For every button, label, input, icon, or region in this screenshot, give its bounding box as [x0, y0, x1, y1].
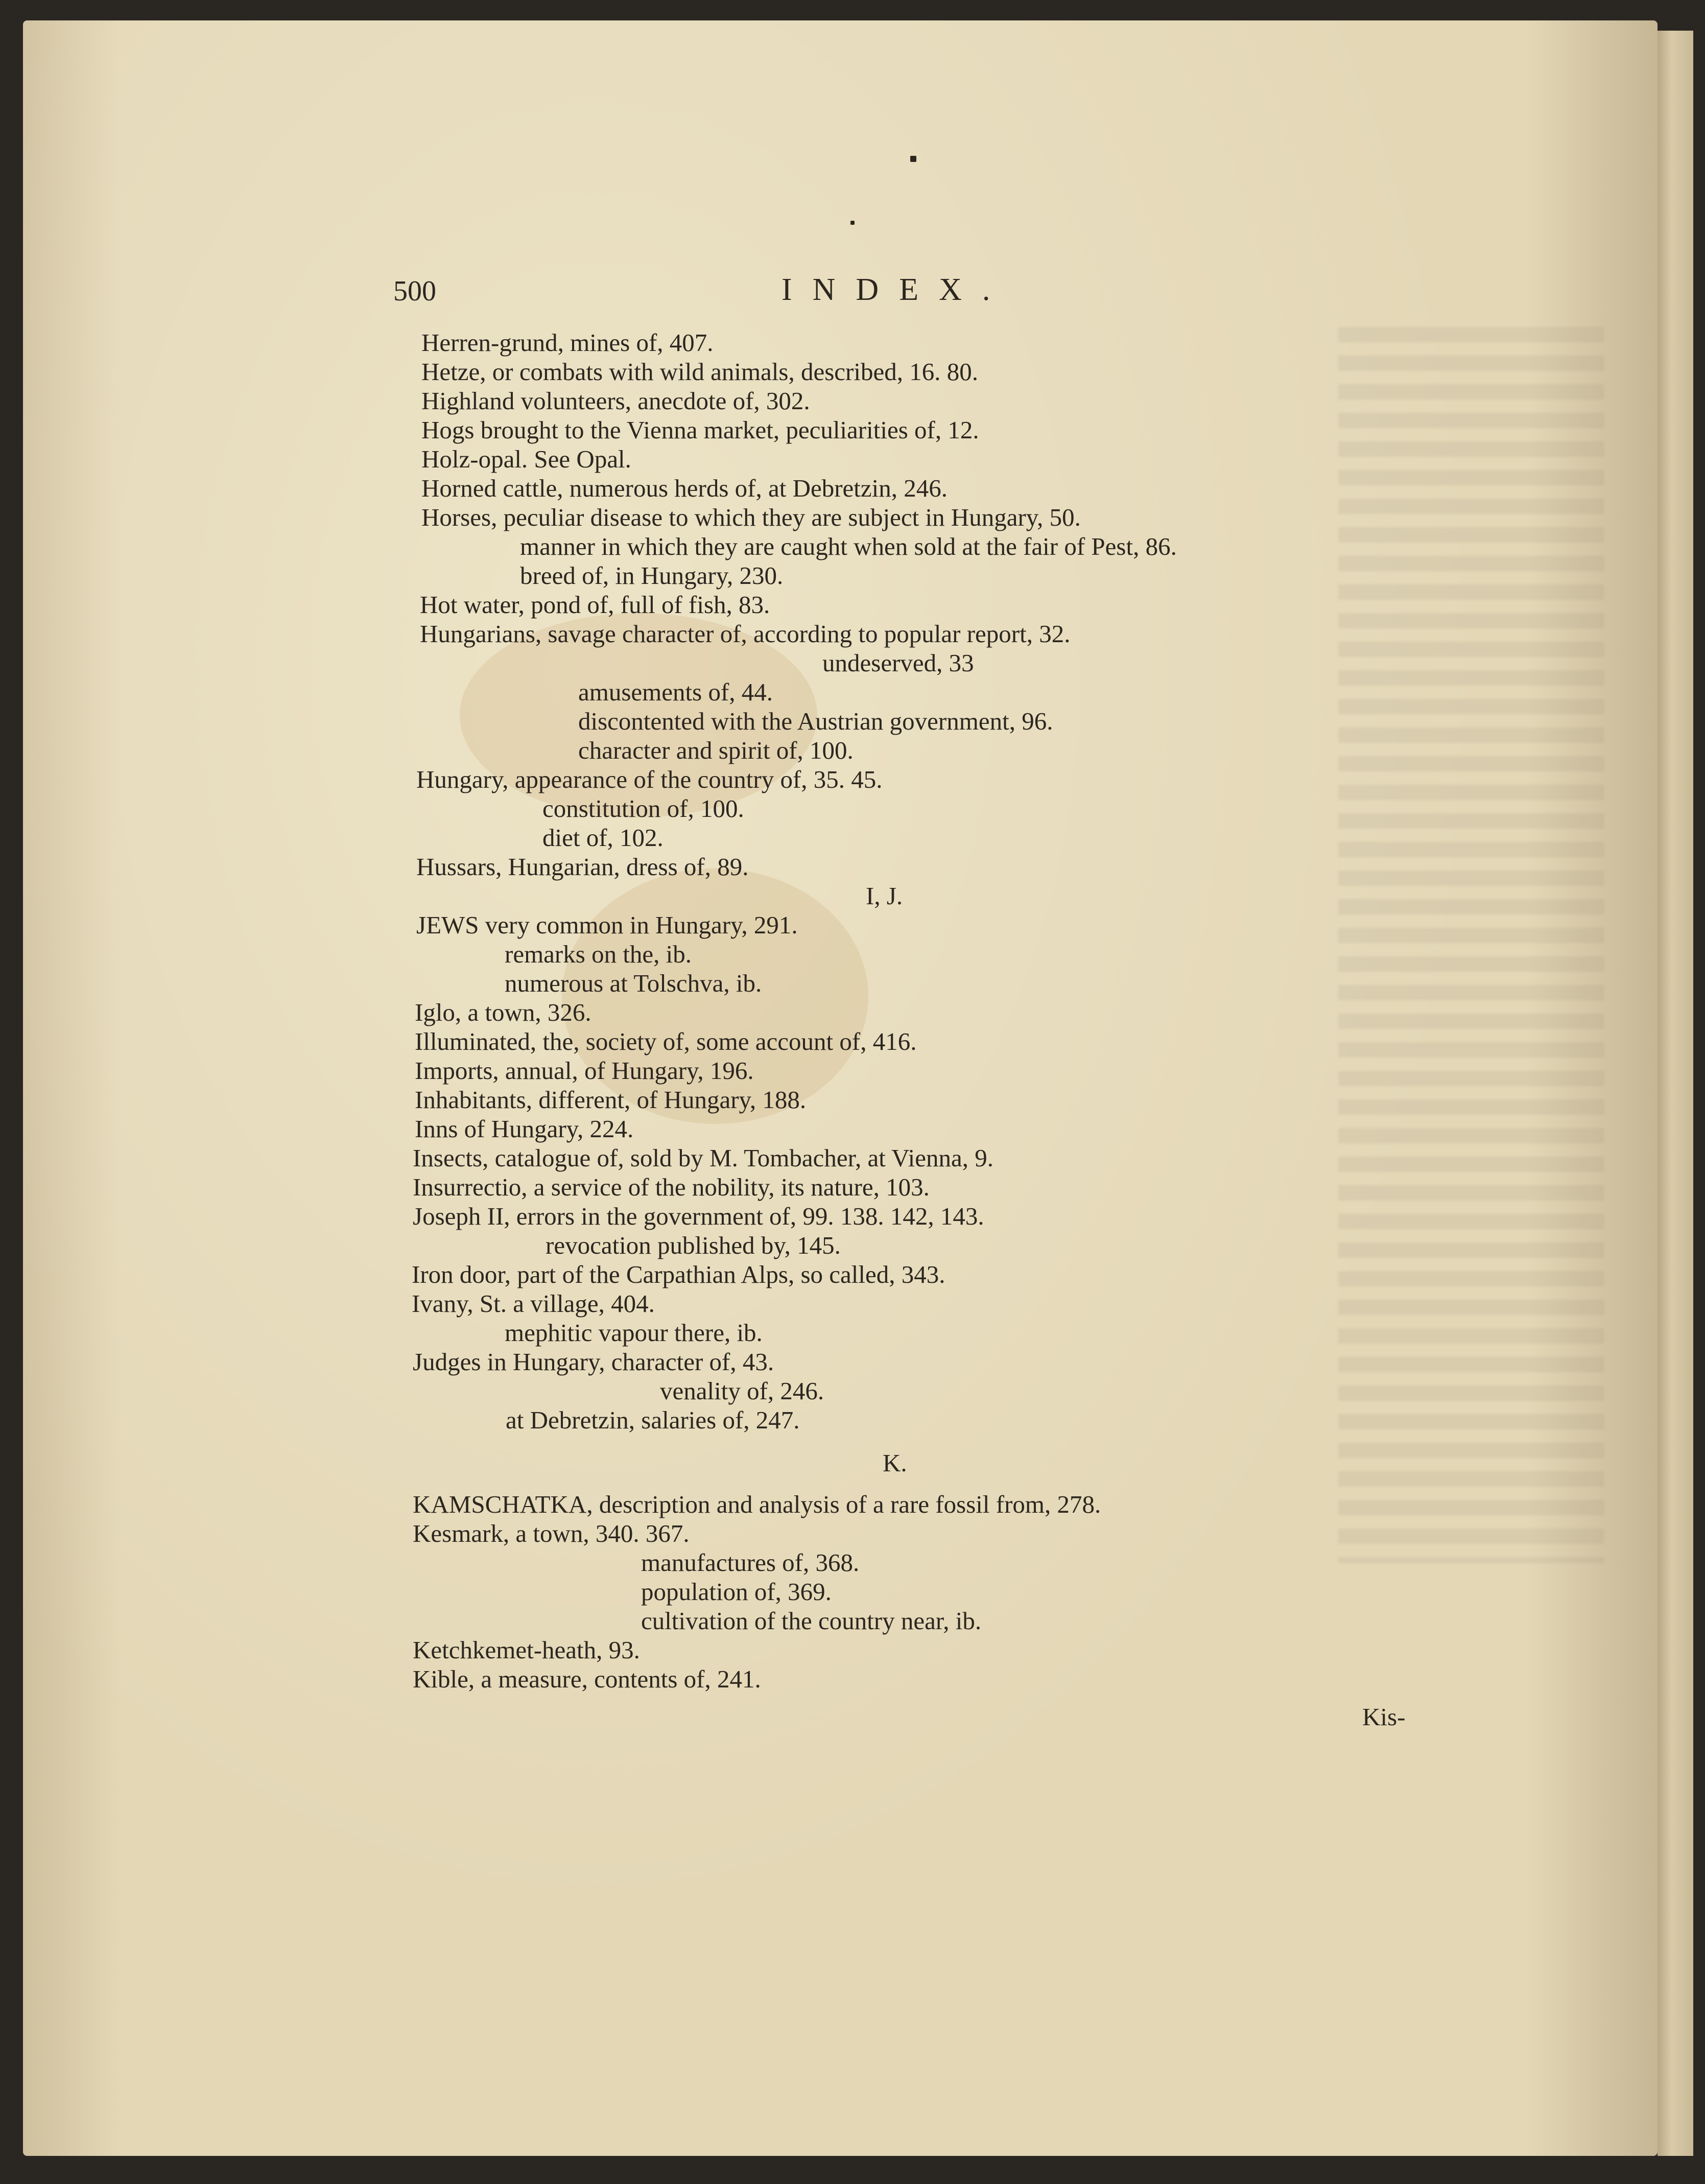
- index-subentry: constitution of, 100.: [542, 794, 744, 823]
- index-subentry: mephitic vapour there, ib.: [505, 1319, 763, 1347]
- index-entry: Hot water, pond of, full of fish, 83.: [420, 591, 770, 619]
- reverse-side-show-through: [1338, 327, 1604, 1563]
- index-subentry: discontented with the Austrian government, 96.: [578, 707, 1053, 735]
- next-page-edge: [1657, 31, 1693, 2156]
- ink-speck: [910, 156, 916, 162]
- index-entry: Kible, a measure, contents of, 241.: [413, 1665, 761, 1693]
- index-entry: Hungary, appearance of the country of, 35. 45.: [416, 765, 883, 793]
- index-subentry: cultivation of the country near, ib.: [641, 1607, 982, 1635]
- index-subentry: diet of, 102.: [542, 824, 664, 852]
- index-entry: Iglo, a town, 326.: [415, 998, 591, 1026]
- index-entry: Inhabitants, different, of Hungary, 188.: [415, 1086, 807, 1114]
- index-entry: Horned cattle, numerous herds of, at Debretzin, 246.: [421, 474, 948, 502]
- index-subentry: revocation published by, 145.: [546, 1231, 841, 1259]
- index-subentry: breed of, in Hungary, 230.: [520, 561, 784, 590]
- letter-heading: K.: [883, 1449, 907, 1477]
- index-entry: Insurrectio, a service of the nobility, its nature, 103.: [413, 1173, 930, 1201]
- index-entry: Judges in Hungary, character of, 43.: [413, 1348, 774, 1376]
- index-entry: JEWS very common in Hungary, 291.: [416, 911, 798, 939]
- index-subentry: venality of, 246.: [660, 1377, 824, 1405]
- index-entry: Imports, annual, of Hungary, 196.: [415, 1056, 754, 1085]
- catchword: Kis-: [1362, 1703, 1406, 1731]
- index-subentry: amusements of, 44.: [578, 678, 773, 706]
- index-entry: Holz-opal. See Opal.: [421, 445, 631, 473]
- letter-heading: I, J.: [866, 882, 903, 910]
- index-entry: Inns of Hungary, 224.: [415, 1115, 634, 1143]
- index-subentry: population of, 369.: [641, 1578, 832, 1606]
- index-subentry: character and spirit of, 100.: [578, 736, 854, 764]
- index-entry: Hungarians, savage character of, according to popular report, 32.: [420, 620, 1071, 648]
- index-entry: Hetze, or combats with wild animals, described, 16. 80.: [421, 358, 978, 386]
- index-subentry: remarks on the, ib.: [505, 940, 692, 968]
- index-subentry: numerous at Tolschva, ib.: [505, 969, 762, 997]
- index-entry: Iron door, part of the Carpathian Alps, so called, 343.: [412, 1260, 945, 1288]
- index-entry: Kesmark, a town, 340. 367.: [413, 1519, 690, 1547]
- index-entry: Highland volunteers, anecdote of, 302.: [421, 387, 810, 415]
- index-entry: Illuminated, the, society of, some account of, 416.: [415, 1027, 917, 1055]
- index-subentry: undeserved, 33: [822, 649, 974, 677]
- index-entry: Herren-grund, mines of, 407.: [421, 328, 714, 357]
- page-number: 500: [393, 275, 436, 307]
- index-subentry: manufactures of, 368.: [641, 1548, 860, 1577]
- ink-speck: [850, 221, 855, 225]
- index-entry: Joseph II, errors in the government of, 99. 138. 142, 143.: [413, 1202, 984, 1230]
- index-subentry: at Debretzin, salaries of, 247.: [506, 1406, 800, 1434]
- index-entry: Insects, catalogue of, sold by M. Tombacher, at Vienna, 9.: [413, 1144, 993, 1172]
- index-entry: Ivany, St. a village, 404.: [412, 1289, 655, 1318]
- index-entry: KAMSCHATKA, description and analysis of a rare fossil from, 278.: [413, 1490, 1101, 1518]
- index-entry: Hogs brought to the Vienna market, peculiarities of, 12.: [421, 416, 979, 444]
- index-entry: Ketchkemet-heath, 93.: [413, 1636, 640, 1664]
- index-subentry: manner in which they are caught when sold at the fair of Pest, 86.: [520, 532, 1177, 560]
- page-title: INDEX.: [782, 272, 1011, 307]
- index-entry: Hussars, Hungarian, dress of, 89.: [416, 853, 749, 881]
- index-entry: Horses, peculiar disease to which they are subject in Hungary, 50.: [421, 503, 1081, 531]
